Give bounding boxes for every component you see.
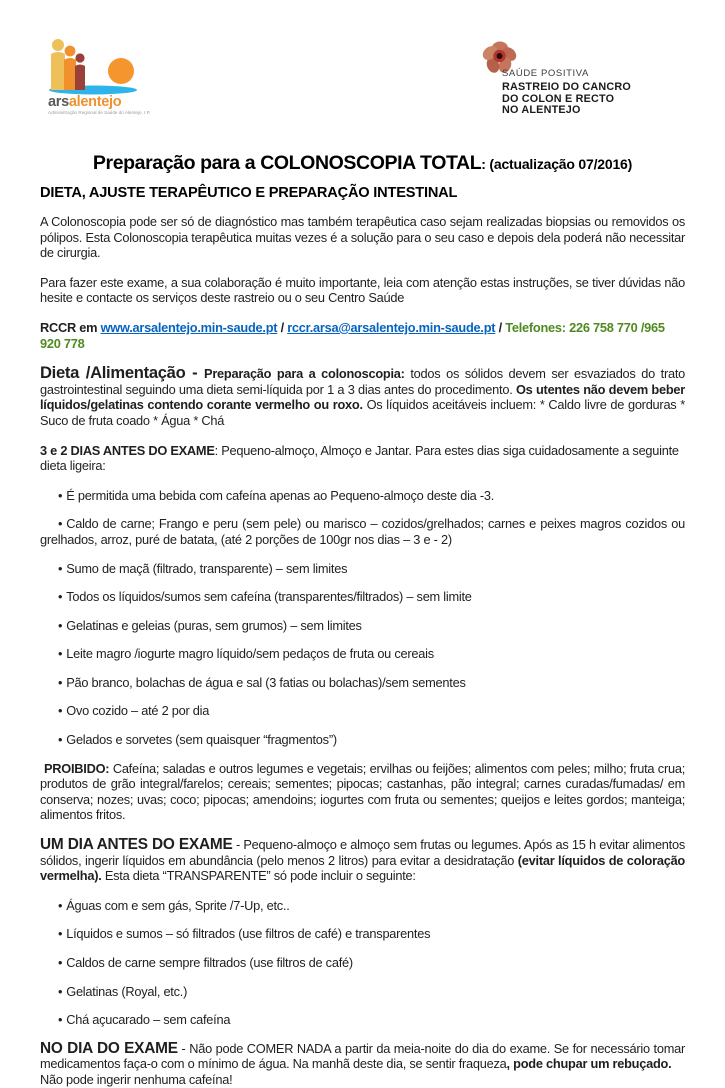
bullet-marker: • <box>58 983 63 999</box>
bullet-text: Caldos de carne sempre filtrados (use filtros de café) <box>66 955 353 970</box>
bullet-text: É permitida uma bebida com cafeína apenas ao Pequeno-almoço deste dia -3. <box>66 487 495 503</box>
contact-prefix: RCCR em <box>40 319 101 335</box>
exam-day-run-1-bold: , pode chupar um rebuçado. <box>506 1056 672 1072</box>
transparent-bullet-4 <box>40 984 685 1000</box>
bullet-marker: • <box>58 487 63 503</box>
ars-tagline: Administração Regional de Saúde do Alentejo, I.P. <box>48 110 151 115</box>
diet-bullet-9 <box>40 732 685 748</box>
website-link[interactable]: www.arsalentejo.min-saude.pt <box>100 319 278 335</box>
transparent-bullet-1 <box>40 898 685 914</box>
campaign-line-1: RASTREIO DO CANCRO <box>502 81 631 93</box>
bullet-marker: • <box>58 1012 63 1028</box>
exam-day-heading: NO DIA DO EXAME <box>40 1039 178 1057</box>
page-header <box>40 38 685 138</box>
exam-day-run-0: - Não pode COMER NADA a partir da meia-noite do dia do exame. Se for necessário tomar medicamentos faça-o com o mínimo de água. Na manhã deste dia, se sentir fraqueza <box>40 1040 685 1072</box>
email-link[interactable]: rccr.arsa@arsalentejo.min-saude.pt <box>287 319 496 335</box>
intro-heading: DIETA, AJUSTE TERAPÊUTICO E PREPARAÇÃO INTESTINAL <box>40 185 458 201</box>
diet-section-title: Dieta /Alimentação - <box>40 363 205 383</box>
bullet-text: Líquidos e sumos – só filtrados (use filtros de café) e transparentes <box>66 926 431 942</box>
exam-day-paragraph <box>40 1041 685 1072</box>
bullet-marker: • <box>58 516 63 532</box>
campaign-text <box>502 68 672 117</box>
ars-wordmark-prefix: ars <box>48 94 69 110</box>
transparent-bullet-3 <box>40 955 685 971</box>
diet-bullet-8 <box>40 703 685 719</box>
bullet-text: Águas com e sem gás, Sprite /7-Up, etc.. <box>66 897 290 913</box>
ars-alentejo-figures-icon <box>45 38 165 96</box>
bullet-marker: • <box>58 589 63 605</box>
contact-separator-1: / <box>277 319 288 335</box>
exam-day-caffeine-note: Não pode ingerir nenhuma cafeína! <box>40 1071 233 1087</box>
diet-run-2: Os líquidos aceitáveis incluem: * Caldo livre de gorduras * Suco de fruta coado * Água * Chá <box>40 397 685 428</box>
bullet-text: Todos os líquidos/sumos sem cafeína (transparentes/filtrados) – sem limite <box>66 589 472 605</box>
document-title-main: Preparação para a COLONOSCOPIA TOTAL <box>92 152 482 174</box>
transparent-bullet-5 <box>40 1012 685 1028</box>
bullet-text: Sumo de maçã (filtrado, transparente) – sem limites <box>66 560 348 576</box>
contact-line <box>40 320 685 351</box>
bullet-marker: • <box>58 674 63 690</box>
forbidden-text: Cafeína; saladas e outros legumes e vegetais; ervilhas ou feijões; alimentos com peles; milho; fruta crua; produtos de grão integral/farelos; cereais; sementes; pipocas; castanhas, pão integral; carnes curadas/fumadas/ em conserva; nozes; uvas; coco; pipocas; amendoins; iogurtes com fruta ou sementes; queijos e leites gordos; manteiga; alimentos fritos. <box>40 760 685 823</box>
campaign-brand: SAÚDE POSITIVA <box>502 68 589 79</box>
bullet-marker: • <box>58 560 63 576</box>
bullet-text: Chá açucarado – sem cafeína <box>66 1012 231 1028</box>
diet-bullet-2 <box>40 516 685 547</box>
ars-wordmark-suffix: alentejo <box>68 94 122 110</box>
days32-rest: : Pequeno-almoço, Almoço e Jantar. Para estes dias siga cuidadosamente a seguinte dieta ligeira: <box>40 442 679 474</box>
bullet-marker: • <box>58 732 63 748</box>
campaign-line-3: NO ALENTEJO <box>502 104 581 116</box>
bullet-marker: • <box>58 926 63 942</box>
campaign-line-2: DO COLON E RECTO <box>502 92 615 105</box>
document-title <box>40 152 685 175</box>
diet-bullet-6 <box>40 646 685 662</box>
bullet-marker: • <box>58 646 63 662</box>
bullet-text: Gelatinas (Royal, etc.) <box>66 983 188 999</box>
diet-bullet-3 <box>40 561 685 577</box>
days32-heading: 3 e 2 DIAS ANTES DO EXAME <box>40 442 215 458</box>
document-title-suffix: : (actualização 07/2016) <box>481 156 633 172</box>
ars-alentejo-logo <box>45 38 175 130</box>
days32-line <box>40 443 685 474</box>
transparent-bullet-2 <box>40 926 685 942</box>
bullet-text: Gelatinas e geleias (puras, sem grumos) – sem limites <box>66 617 362 633</box>
one-day-run-0: - Pequeno-almoço e almoço sem frutas ou legumes. Após as 15 h evitar alimentos sólidos, ingerir líquidos em abundância (pelo menos 2 litros) para evitar a desidratação <box>40 837 685 868</box>
bullet-text: Leite magro /iogurte magro líquido/sem pedaços de fruta ou cereais <box>66 646 434 662</box>
bullet-text: Ovo cozido – até 2 por dia <box>66 703 210 719</box>
intro-paragraph-1: A Colonoscopia pode ser só de diagnóstico mas também terapêutica caso sejam realizadas biopsias ou removidos os pólipos. Esta Colonoscopia terapêutica muitas vezes é a solução para o seu caso e depois dela poderá não necessitar de cirurgia. <box>40 214 685 261</box>
diet-bullet-5 <box>40 618 685 634</box>
diet-run-0: todos os sólidos devem ser esvaziados do trato gastrointestinal seguindo uma dieta semi-líquida por 1 a 3 dias antes do procedimento. <box>40 366 686 397</box>
diet-subtitle: Preparação para a colonoscopia: <box>204 366 411 382</box>
bullet-marker: • <box>58 955 63 970</box>
forbidden-label: PROIBIDO: <box>44 760 110 776</box>
diet-bullet-1 <box>40 488 685 504</box>
diet-paragraph <box>40 365 685 428</box>
diet-bullet-4 <box>40 589 685 605</box>
bullet-marker: • <box>58 897 63 913</box>
bullet-marker: • <box>58 617 63 633</box>
forbidden-paragraph <box>40 761 685 823</box>
one-day-before-paragraph <box>40 837 685 884</box>
bullet-text: Caldo de carne; Frango e peru (sem pele) ou marisco – cozidos/grelhados; carnes e peixes magros cozidos ou grelhados, arroz, puré de batata, (até 2 porções de 100gr nos dias – 3 e - 2) <box>40 516 685 547</box>
ars-alentejo-wordmark <box>48 94 121 110</box>
bullet-text: Gelados e sorvetes (sem quaisquer “fragmentos”) <box>66 732 337 748</box>
one-day-before-heading: UM DIA ANTES DO EXAME <box>40 836 233 854</box>
diet-run-1-bold: Os utentes não devem beber líquidos/gelatinas contendo corante vermelho ou roxo. <box>40 381 685 413</box>
intro-paragraph-2: Para fazer este exame, a sua colaboração é muito importante, leia com atenção estas instruções, se tiver dúvidas não hesite e contacte os serviços deste rastreio ou o seu Centro Saúde <box>40 274 685 306</box>
contact-phones: Telefones: 226 758 770 /965 920 778 <box>40 319 665 351</box>
one-day-run-2: Esta dieta “TRANSPARENTE” só pode incluir o seguinte: <box>101 868 416 884</box>
bullet-marker: • <box>58 703 63 719</box>
diet-bullet-7 <box>40 675 685 691</box>
contact-separator-2: / <box>495 319 506 335</box>
one-day-run-1-bold: (evitar líquidos de coloração vermelha). <box>40 852 686 884</box>
bullet-text: Pão branco, bolachas de água e sal (3 fatias ou bolachas)/sem sementes <box>66 674 466 690</box>
